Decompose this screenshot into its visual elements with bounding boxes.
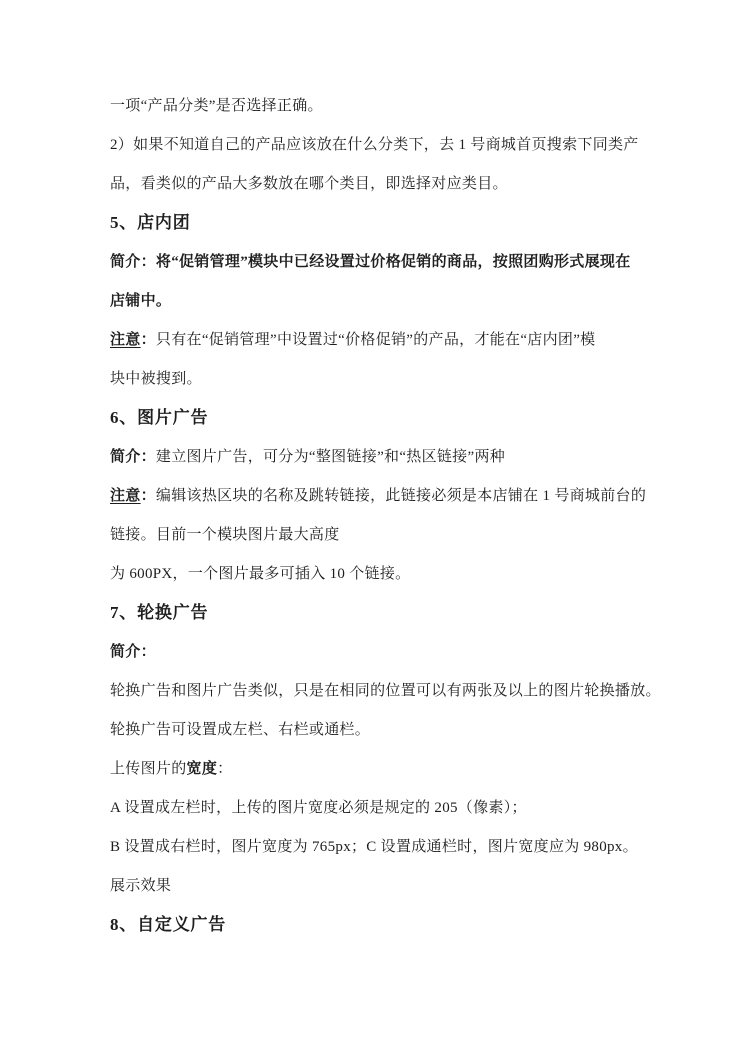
width-emphasis: 宽度 xyxy=(186,761,218,777)
document-content xyxy=(110,96,661,954)
notice-label: 注意 xyxy=(110,488,141,504)
intro-label-line: 简介： xyxy=(110,644,156,660)
text-run: 建立图片广告，可分为“整图链接”和“热区链接”两种 xyxy=(155,449,506,465)
section-heading-6: 6、图片广告 xyxy=(110,408,209,427)
paragraph-line: 2）如果不知道自己的产品应该放在什么分类下，去 1 号商城首页搜索下同类产 xyxy=(110,137,639,153)
text-run: 只有在“促销管理”中设置过“价格促销”的产品，才能在“店内团”模 xyxy=(155,332,596,348)
intro-line xyxy=(110,447,655,467)
section-heading-5: 5、店内团 xyxy=(110,213,191,232)
section-heading-7: 7、轮换广告 xyxy=(110,603,209,622)
intro-line-continued: 店铺中。 xyxy=(110,293,172,309)
notice-line-continued: 块中被搜到。 xyxy=(110,371,202,387)
intro-line: 简介：将“促销管理”模块中已经设置过价格促销的商品，按照团购形式展现在 xyxy=(110,254,631,270)
notice-line-continued: 为 600PX，一个图片最多可插入 10 个链接。 xyxy=(110,566,411,582)
text-run: 编辑该热区块的名称及跳转链接，此链接必须是本店铺在 1 号商城前台的 xyxy=(155,488,647,504)
upload-width-line xyxy=(110,759,655,779)
notice-line-continued: 链接。目前一个模块图片最大高度 xyxy=(110,527,340,543)
notice-colon: ： xyxy=(140,332,156,348)
paragraph-line: 一项“产品分类”是否选择正确。 xyxy=(110,98,323,114)
text-run: 上传图片的 xyxy=(110,761,187,777)
paragraph-line: 轮换广告可设置成左栏、右栏或通栏。 xyxy=(110,722,371,738)
paragraph-line: 品，看类似的产品大多数放在哪个类目，即选择对应类目。 xyxy=(110,176,508,192)
paragraph-line: A 设置成左栏时，上传的图片宽度必须是规定的 205（像素）； xyxy=(110,800,527,816)
notice-colon: ： xyxy=(140,488,156,504)
notice-line xyxy=(110,330,655,350)
intro-label: 简介： xyxy=(110,449,156,465)
text-run: ： xyxy=(217,761,233,777)
notice-label: 注意 xyxy=(110,332,141,348)
paragraph-line: 展示效果 xyxy=(110,878,172,894)
notice-line xyxy=(110,486,655,506)
section-heading-8: 8、自定义广告 xyxy=(110,915,227,934)
paragraph-line: 轮换广告和图片广告类似，只是在相同的位置可以有两张及以上的图片轮换播放。 xyxy=(110,683,661,699)
paragraph-line: B 设置成右栏时，图片宽度为 765px；C 设置成通栏时，图片宽度应为 980px。 xyxy=(110,839,638,855)
